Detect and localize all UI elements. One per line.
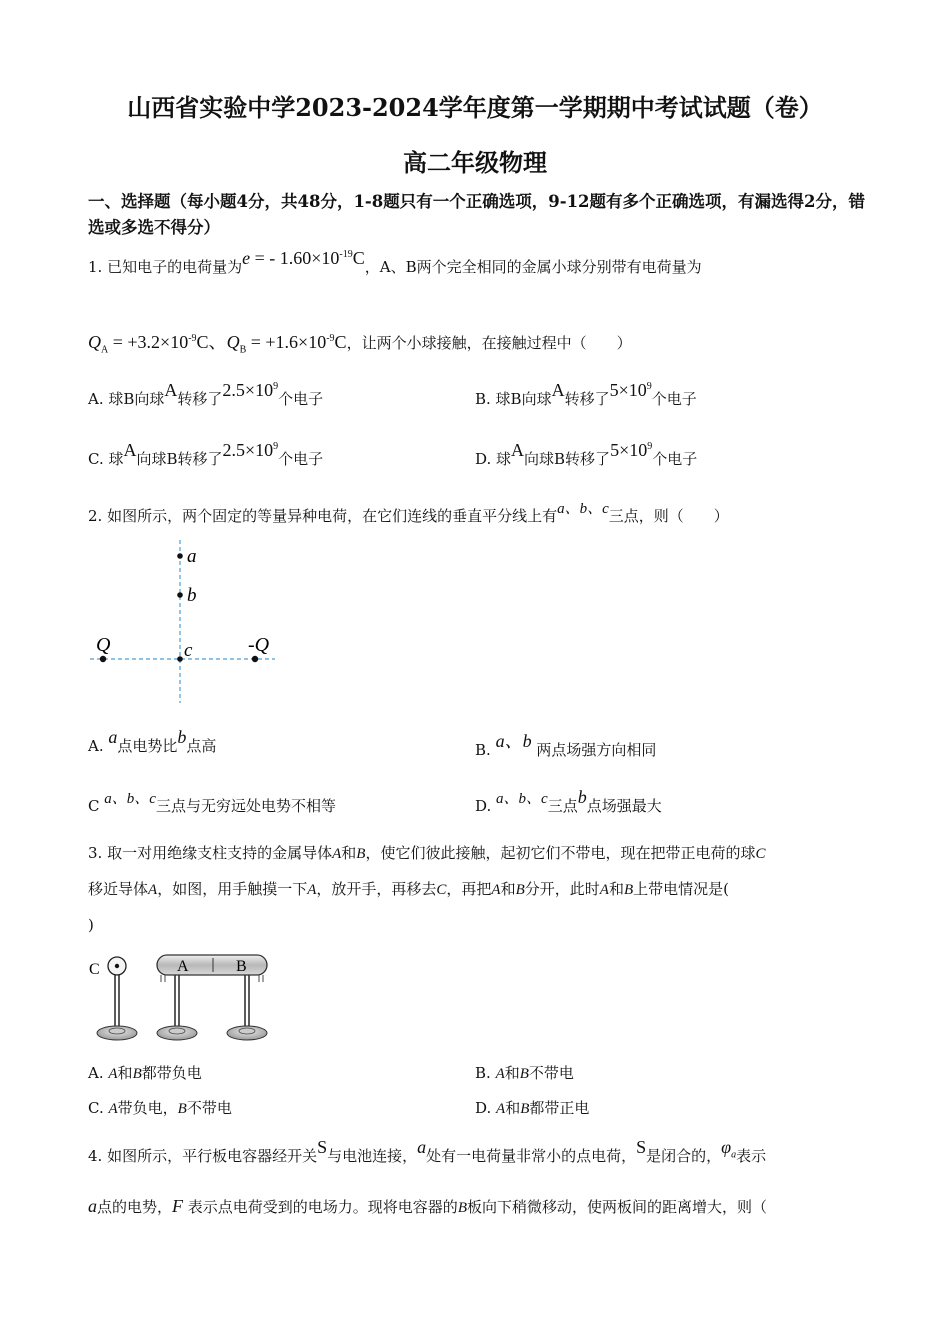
q4-stem-line1: 4. 如图所示，平行板电容器经开关S与电池连接，a处有一电荷量非常小的点电荷，S是闭合的，$\varphi_a$表示 xyxy=(88,1137,767,1165)
label-b: b xyxy=(187,585,197,606)
section-heading: 一、选择题（每小题4分，共48分，1-8题只有一个正确选项，9-12题有多个正确选项，有漏选得2分，错选或多选不得分） xyxy=(88,192,866,237)
q3-conductor-diagram xyxy=(85,948,285,1048)
charge-neg-q-dot xyxy=(252,656,258,662)
point-a-dot xyxy=(177,553,183,559)
q1-charge-qa: $Q_A = +3.2\times 10^{-9}C$、 xyxy=(88,332,227,356)
q2-stem: 2. 如图所示，两个固定的等量异种电荷，在它们连线的垂直平分线上有a、b、c三点，则（ ） xyxy=(88,501,729,525)
label-conductor-a: A xyxy=(177,958,189,975)
q2-option-b[interactable]: B. a、b 两点场强方向相同 xyxy=(475,731,657,759)
exam-subtitle: 高二年级物理 xyxy=(403,148,547,177)
q1-option-c[interactable]: C. 球A向球B转移了$2.5\times 10^9$个电子 xyxy=(88,440,324,468)
q1-stem-line2: $Q_A = +3.2\times 10^{-9}C$、$Q_B = +1.6\times 10^{-9}C$，让两个小球接触，在接触过程中（ ） xyxy=(88,332,632,356)
q1-stem-line1: 1. 已知电子的电荷量为e = - $1.60\times 10^{-19}C$，A、B两个完全相同的金属小球分别带有电荷量为 xyxy=(88,248,702,276)
q1-charge-qb: $Q_B = +1.6\times 10^{-9}C$ xyxy=(226,332,347,356)
charge-q-dot xyxy=(100,656,106,662)
q1-option-b[interactable]: B. 球B向球A转移了$5\times 10^9$个电子 xyxy=(475,380,697,408)
q3-option-a[interactable]: A. A和B都带负电 xyxy=(88,1064,202,1082)
q3-option-c[interactable]: C. A带负电，B不带电 xyxy=(88,1099,232,1117)
q2-option-c[interactable]: C a、b、c三点与无穷远处电势不相等 xyxy=(88,791,336,815)
q2-option-a[interactable]: A. a点电势比b点高 xyxy=(88,727,217,755)
q1-option-a[interactable]: A. 球B向球A转移了$2.5\times 10^9$个电子 xyxy=(88,380,324,408)
point-b-dot xyxy=(177,592,183,598)
label-neg-q: -Q xyxy=(248,634,270,656)
q3-option-b[interactable]: B. A和B不带电 xyxy=(475,1064,574,1082)
q3-option-d[interactable]: D. A和B都带正电 xyxy=(475,1099,590,1117)
sphere-center-dot xyxy=(115,964,119,968)
label-sphere-c: C xyxy=(89,961,100,978)
q2-option-d[interactable]: D. a、b、c三点b点场强最大 xyxy=(475,787,662,815)
label-a: a xyxy=(187,546,197,567)
label-c: c xyxy=(184,640,193,661)
q2-charge-diagram xyxy=(85,538,285,708)
q1-electron-charge: e = - $1.60\times 10^{-19}C$ xyxy=(242,248,365,268)
conductor-ab xyxy=(157,955,267,975)
q4-stem-line2: a点的电势，F 表示点电荷受到的电场力。现将电容器的B板向下稍微移动，使两板间的距离增大，则（ xyxy=(88,1196,767,1216)
q1-option-d[interactable]: D. 球A向球B转移了$5\times 10^9$个电子 xyxy=(475,440,698,468)
label-q: Q xyxy=(96,634,111,656)
exam-title: 山西省实验中学2023-2024学年度第一学期期中考试试题（卷） xyxy=(127,93,823,122)
label-conductor-b: B xyxy=(236,958,247,975)
point-c-dot xyxy=(177,656,183,662)
q3-stem: 3. 取一对用绝缘支柱支持的金属导体A和B，使它们彼此接触，起初它们不带电，现在把带正电荷的球C 移近导体A，如图，用手触摸一下A，放开手，再移去C，再把A和B分开，此时A和B上带电情况是( ) xyxy=(88,844,766,934)
